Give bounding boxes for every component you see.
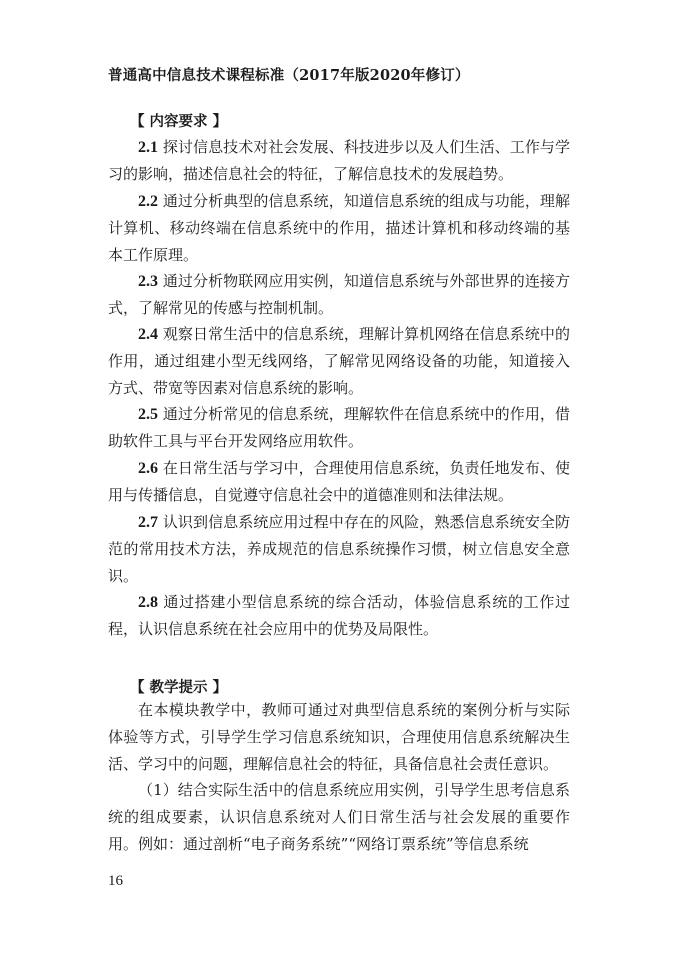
item-number: 2.4 bbox=[138, 326, 158, 343]
item-text: 探讨信息技术对社会发展、科技进步以及人们生活、工作与学习的影响，描述信息社会的特征，了解信息技术的发展趋势。 bbox=[108, 138, 570, 183]
item-text: 在日常生活与学习中，合理使用信息系统，负责任地发布、使用与传播信息，自觉遵守信息社会中的道德准则和法律法规。 bbox=[108, 459, 570, 504]
requirement-item-2-3 bbox=[108, 268, 570, 322]
item-text: 观察日常生活中的信息系统，理解计算机网络在信息系统中的作用，通过组建小型无线网络，了解常见网络设备的功能，知道接入方式、带宽等因素对信息系统的影响。 bbox=[108, 325, 570, 397]
item-number: 2.8 bbox=[138, 594, 158, 611]
section-title-content-requirements: 【 内容要求 】 bbox=[130, 114, 228, 130]
item-number: 2.1 bbox=[138, 139, 158, 156]
requirement-item-2-1 bbox=[108, 134, 570, 188]
item-number: 2.3 bbox=[138, 273, 158, 290]
item-text: 认识到信息系统应用过程中存在的风险，熟悉信息系统安全防范的常用技术方法，养成规范的信息系统操作习惯，树立信息安全意识。 bbox=[108, 513, 570, 585]
requirement-item-2-7 bbox=[108, 509, 570, 590]
requirement-item-2-8 bbox=[108, 589, 570, 643]
requirement-item-2-6 bbox=[108, 455, 570, 509]
teaching-paragraph: 在本模块教学中，教师可通过对典型信息系统的案例分析与实际体验等方式，引导学生学习信息系统知识，合理使用信息系统解决生活、学习中的问题，理解信息社会的特征，具备信息社会责任意识。 bbox=[108, 701, 570, 773]
running-header: 普通高中信息技术课程标准（2017年版2020年修订） bbox=[108, 67, 470, 84]
section-title-teaching-tips: 【 教学提示 】 bbox=[130, 680, 228, 696]
page-number: 16 bbox=[108, 873, 123, 889]
requirement-item-2-2 bbox=[108, 188, 570, 269]
item-number: 2.6 bbox=[138, 460, 158, 477]
requirement-item-2-4 bbox=[108, 321, 570, 402]
item-text: 通过分析物联网应用实例，知道信息系统与外部世界的连接方式，了解常见的传感与控制机制。 bbox=[108, 272, 570, 317]
item-number: 2.7 bbox=[138, 514, 158, 531]
item-text: 通过分析常见的信息系统，理解软件在信息系统中的作用，借助软件工具与平台开发网络应用软件。 bbox=[108, 405, 570, 450]
item-text: 通过搭建小型信息系统的综合活动，体验信息系统的工作过程，认识信息系统在社会应用中的优势及局限性。 bbox=[108, 593, 570, 638]
item-text: 通过分析典型的信息系统，知道信息系统的组成与功能，理解计算机、移动终端在信息系统中的作用，描述计算机和移动终端的基本工作原理。 bbox=[108, 192, 570, 264]
item-number: 2.2 bbox=[138, 193, 158, 210]
item-number: 2.5 bbox=[138, 406, 158, 423]
requirement-item-2-5 bbox=[108, 401, 570, 455]
teaching-paragraph: 例如：通过剖析“电子商务系统”“网络订票系统”等信息系统 bbox=[138, 835, 529, 853]
teaching-paragraph: （1）结合实际生活中的信息系统应用实例，引导学生思考信息系统的组成要素，认识信息系统对人们日常生活与社会发展的重要作用。 bbox=[108, 781, 570, 853]
